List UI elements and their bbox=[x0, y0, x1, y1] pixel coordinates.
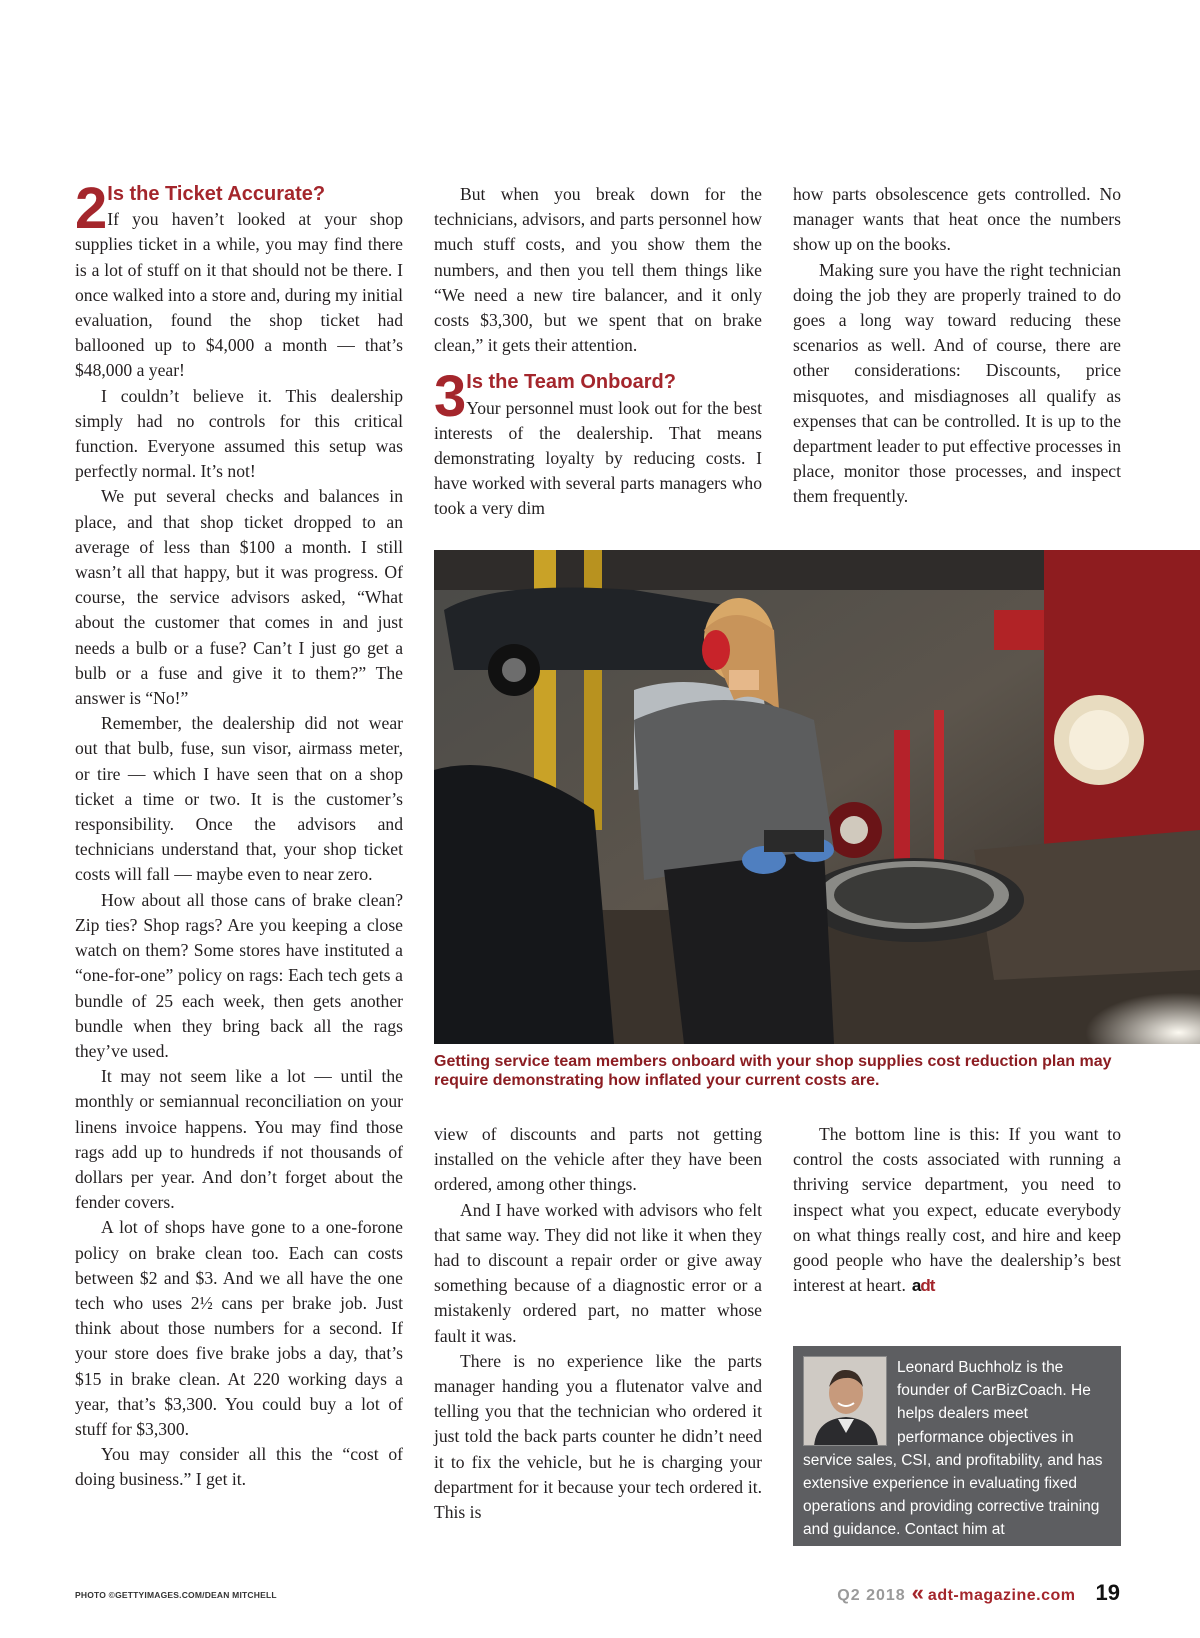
site-link[interactable]: adt-magazine.com bbox=[927, 1587, 1076, 1604]
page-number: 19 bbox=[1095, 1580, 1120, 1605]
section-3-number: 3 bbox=[434, 364, 465, 430]
section-3-title: Is the Team Onboard? bbox=[466, 371, 676, 394]
author-photo bbox=[803, 1356, 887, 1446]
author-bio-text: Leonard Buchholz is the founder of CarBizCoach. He helps dealers meet performance objectives in service sales, CSI, and profitability, and has extensive experience in evaluating fixed operations and providing corrective training and guidance. Contact him at leonard.buchholz@bobit.com. bbox=[803, 1359, 1103, 1562]
paragraph: view of discounts and parts not getting installed on the vehicle after they have been ordered, among other things. bbox=[434, 1124, 762, 1195]
article-column-1 bbox=[75, 176, 403, 1493]
photo-caption: Getting service team members onboard with your shop supplies cost reduction plan may require demonstrating how inflated your current costs are. bbox=[434, 1053, 1112, 1089]
paragraph: Making sure you have the right technician doing the job they are properly trained to do goes a long way toward reducing these scenarios as well. And of course, there are other considerations: Discounts, price misquotes, and misdiagnoses all qualify as expenses that can be controlled. It is up to the department leader to put effective processes in place, monitor those processes, and inspect them frequently. bbox=[793, 259, 1121, 507]
article-column-3-bottom bbox=[793, 1122, 1121, 1298]
paragraph: There is no experience like the parts manager handing you a flutenator valve and telling you that the technician who ordered it just told the back parts counter he didn’t need it to fix the vehicle, but he is charging your department for it because your tech ordered it. This is bbox=[434, 1350, 762, 1523]
section-2-number: 2 bbox=[75, 176, 106, 241]
paragraph: If you haven’t looked at your shop supplies ticket in a while, you may find there is a lot of stuff on it that should not be there. I once walked into a store and, during my initial evaluation, found the shop ticket had ballooned up to $4,000 a month — that’s $48,000 a year! bbox=[75, 209, 403, 381]
end-mark-logo: adt bbox=[911, 1276, 935, 1296]
article-column-2-bottom bbox=[434, 1122, 762, 1525]
chevron-left-icon: « bbox=[911, 1580, 924, 1605]
paragraph: I couldn’t believe it. This dealership simply had no controls for this critical function. Everyone assumed this setup was perfectly normal. It’s not! bbox=[75, 385, 403, 482]
section-2 bbox=[75, 176, 403, 384]
paragraph: Your personnel must look out for the best interests of the dealership. That means demonstrating loyalty by reducing costs. I have worked with several parts managers who took a very dim bbox=[434, 397, 762, 519]
paragraph: how parts obsolescence gets controlled. No manager wants that heat once the numbers show up on the books. bbox=[793, 184, 1121, 255]
paragraph: But when you break down for the technicians, advisors, and parts personnel how much stuff costs, and you show them the numbers, and then you tell them things like “We need a new tire balancer, and it only costs $3,300, but we spent that on brake clean,” it gets their attention. bbox=[434, 184, 762, 356]
paragraph: And I have worked with advisors who felt that same way. They did not like it when they had to discount a repair order or give away something because of a diagnostic error or a mistakenly ordered part, no matter whose fault it was. bbox=[434, 1199, 762, 1346]
page-folio bbox=[837, 1580, 1120, 1606]
issue-label: Q2 2018 bbox=[837, 1587, 906, 1604]
paragraph bbox=[793, 1122, 1121, 1298]
paragraph: You may consider all this the “cost of doing business.” I get it. bbox=[75, 1444, 403, 1490]
garage-technician-image bbox=[434, 550, 1200, 1044]
paragraph: Remember, the dealership did not wear out that bulb, fuse, sun visor, airmass meter, or tire — which I have seen that on a shop ticket a time or two. It is the customer’s responsibility. Once the advisors and technicians understand that, your shop ticket costs will fall — maybe even to near zero. bbox=[75, 713, 403, 885]
section-2-title: Is the Ticket Accurate? bbox=[107, 183, 326, 205]
article-column-3-top bbox=[793, 182, 1121, 510]
paragraph: It may not seem like a lot — until the monthly or semiannual reconciliation on your linens invoice happens. You may find those rags add up to hundreds if not thousands of dollars per year. And don’t forget about the fender covers. bbox=[75, 1066, 403, 1213]
article-photo bbox=[434, 550, 1200, 1044]
section-3 bbox=[434, 364, 762, 521]
photo-credit: PHOTO ©GETTYIMAGES.COM/DEAN MITCHELL bbox=[75, 1590, 277, 1600]
paragraph: A lot of shops have gone to a one-forone policy on brake clean too. Each can costs between $2 and $3. And we all have the one tech who uses 2½ cans per brake job. Just think about those numbers for a second. If your store does five brake jobs a day, that’s $15 in brake clean. At 220 working days a year, that’s $3,300. You could buy a lot of stuff for $3,300. bbox=[75, 1217, 403, 1439]
closing-paragraph: The bottom line is this: If you want to control the costs associated with running a thriving service department, you need to inspect what you expect, educate everybody on what things really cost, and hire and keep good people who have the dealership’s best interest at heart. bbox=[793, 1124, 1121, 1296]
paragraph: We put several checks and balances in place, and that shop ticket dropped to an average of less than $100 a month. I still wasn’t all that happy, but it was progress. Of course, the service advisors asked, “What about the customer that comes in and just needs a bulb or a fuse? Can’t I just go get a bulb or a fuse and give it to them?” The answer is “No!” bbox=[75, 486, 403, 709]
article-column-2-top bbox=[434, 182, 762, 522]
paragraph: How about all those cans of brake clean? Zip ties? Shop rags? Are you keeping a close watch on them? Some stores have instituted a “one-for-one” policy on rags: Each tech gets a bundle of 25 each week, then gets another bundle when they bring back all the rags they’ve used. bbox=[75, 889, 403, 1061]
author-bio-box bbox=[793, 1346, 1121, 1562]
